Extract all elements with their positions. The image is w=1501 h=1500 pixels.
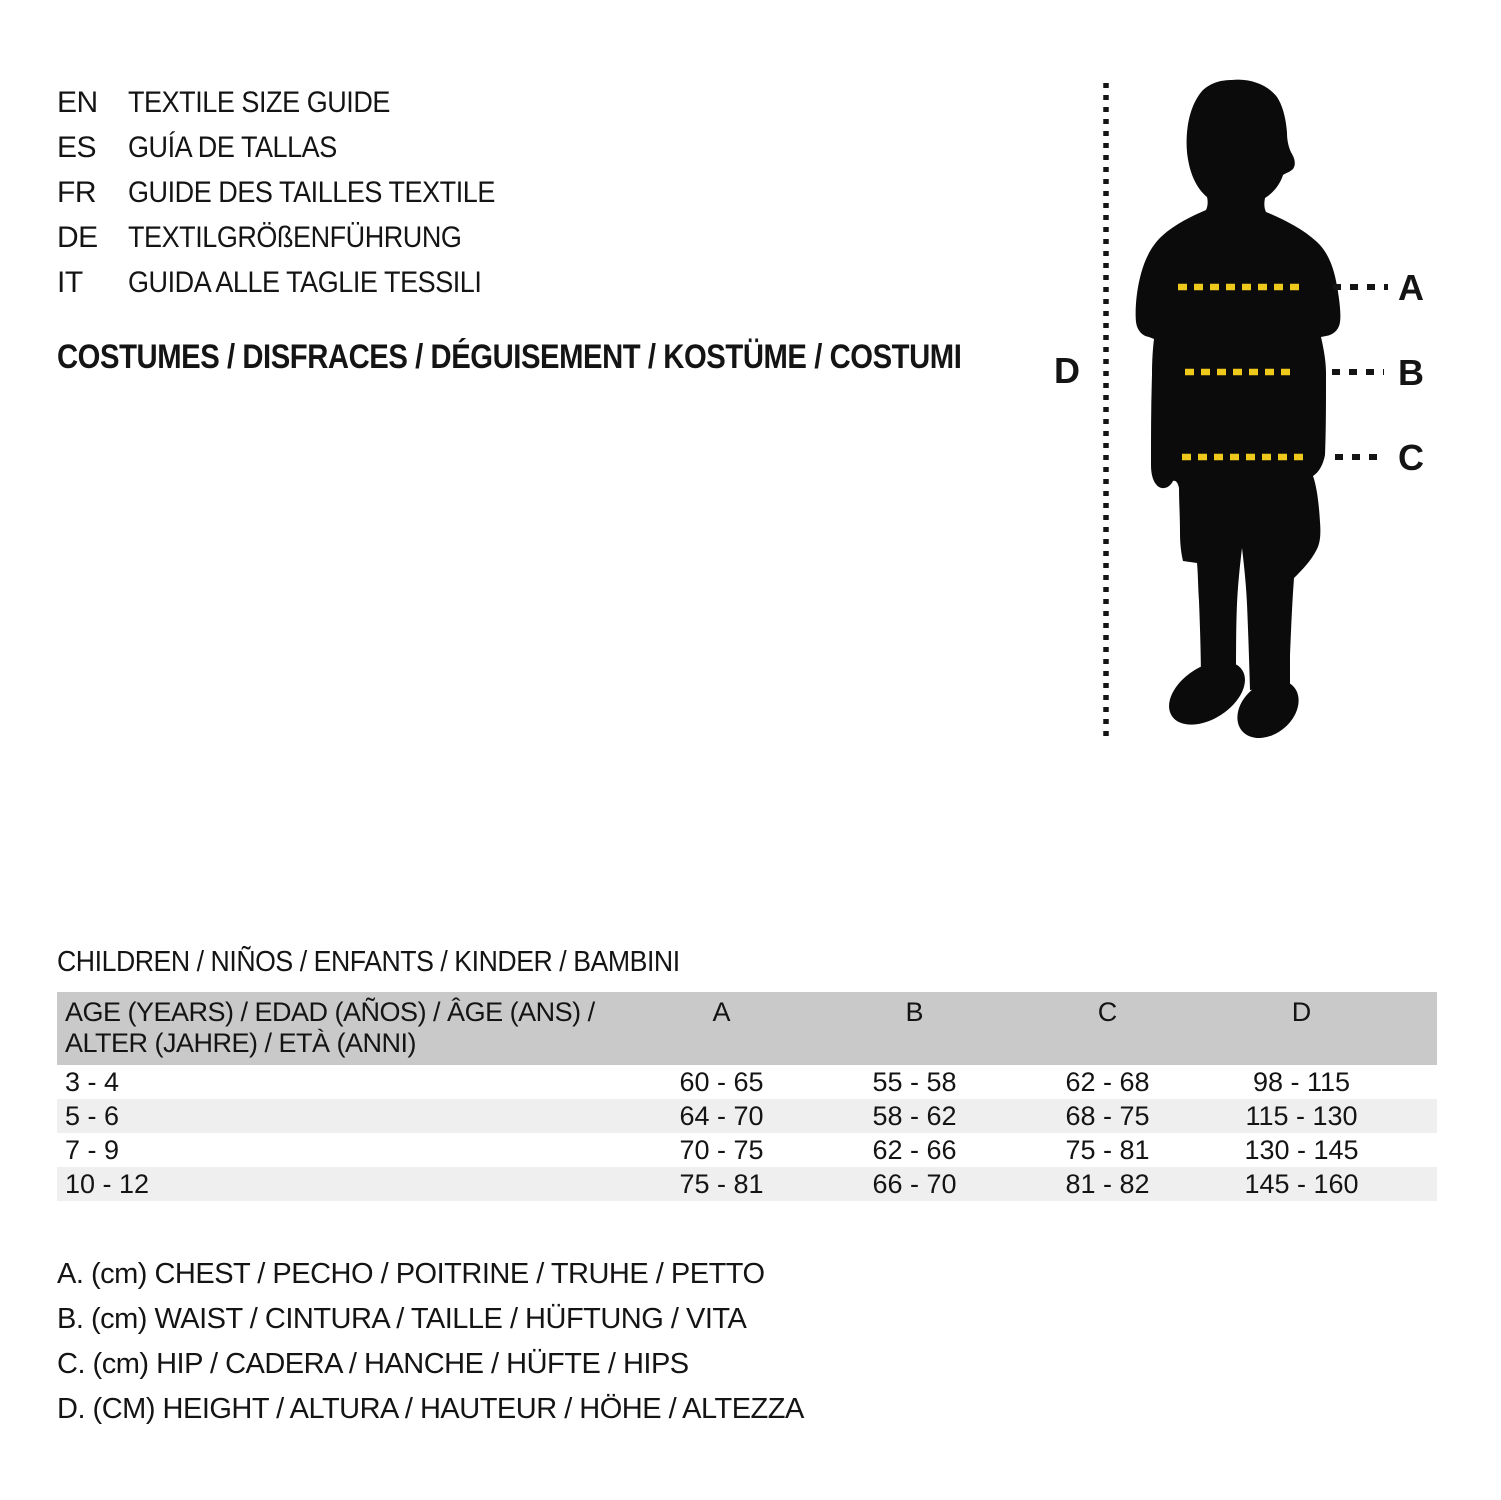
age-cell: 10 - 12	[65, 1169, 150, 1199]
hip-value: 62 - 68	[1065, 1067, 1150, 1097]
legend-chest: A. (cm) CHEST / PECHO / POITRINE / TRUHE / PETTO	[57, 1258, 765, 1290]
table-title: CHILDREN / NIÑOS / ENFANTS / KINDER / BAMBINI	[57, 946, 680, 978]
age-cell: 5 - 6	[65, 1101, 120, 1131]
height-value: 98 - 115	[1252, 1067, 1351, 1097]
language-row-en	[57, 80, 536, 125]
language-row-it	[57, 260, 536, 305]
language-row-fr	[57, 170, 536, 215]
table-row	[57, 1065, 1437, 1099]
legend-waist: B. (cm) WAIST / CINTURA / TAILLE / HÜFTUNG / VITA	[57, 1303, 747, 1335]
waist-value: 66 - 70	[872, 1169, 957, 1199]
category-title: COSTUMES / DISFRACES / DÉGUISEMENT / KOSTÜME / COSTUMI	[57, 338, 962, 376]
table-row	[57, 1167, 1437, 1201]
chest-value: 75 - 81	[679, 1169, 764, 1199]
waist-value: 62 - 66	[872, 1135, 957, 1165]
language-code: EN	[57, 85, 98, 119]
age-header-cell	[57, 992, 625, 1065]
chest-value: 64 - 70	[679, 1101, 764, 1131]
legend-height: D. (CM) HEIGHT / ALTURA / HAUTEUR / HÖHE / ALTEZZA	[57, 1393, 804, 1425]
language-code: ES	[57, 130, 97, 164]
waist-value: 55 - 58	[872, 1067, 957, 1097]
chest-value: 70 - 75	[679, 1135, 764, 1165]
column-header-a: A	[712, 997, 731, 1027]
language-label: GUIDA ALLE TAGLIE TESSILI	[128, 265, 482, 299]
age-cell: 3 - 4	[65, 1067, 120, 1097]
marker-d-label: D	[1054, 350, 1080, 391]
age-cell: 7 - 9	[65, 1135, 120, 1165]
table-row	[57, 1099, 1437, 1133]
marker-b-label: B	[1398, 352, 1424, 393]
height-value: 130 - 145	[1244, 1135, 1359, 1165]
hip-value: 68 - 75	[1065, 1101, 1150, 1131]
language-row-de	[57, 215, 536, 260]
height-value: 115 - 130	[1245, 1101, 1358, 1131]
language-label: GUÍA DE TALLAS	[128, 130, 337, 164]
waist-value: 58 - 62	[872, 1101, 957, 1131]
language-label: TEXTILGRÖßENFÜHRUNG	[128, 220, 462, 254]
child-silhouette	[1136, 80, 1341, 690]
language-code: DE	[57, 220, 98, 254]
marker-a-label: A	[1398, 267, 1424, 308]
marker-c-label: C	[1398, 437, 1424, 478]
chest-value: 60 - 65	[679, 1067, 764, 1097]
language-code: IT	[57, 265, 83, 299]
table-header-row	[57, 992, 1437, 1065]
age-header-line2: ALTER (JAHRE) / ETÀ (ANNI)	[65, 1028, 417, 1058]
language-list	[57, 80, 536, 305]
hip-value: 75 - 81	[1065, 1135, 1150, 1165]
column-header-c: C	[1097, 997, 1118, 1027]
child-silhouette-figure	[1040, 75, 1460, 750]
table-row	[57, 1133, 1437, 1167]
height-value: 145 - 160	[1244, 1169, 1359, 1199]
language-row-es	[57, 125, 536, 170]
column-header-d: D	[1291, 997, 1312, 1027]
language-label: TEXTILE SIZE GUIDE	[128, 85, 390, 119]
language-label: GUIDE DES TAILLES TEXTILE	[128, 175, 495, 209]
age-header-line1: AGE (YEARS) / EDAD (AÑOS) / ÂGE (ANS) /	[65, 997, 595, 1027]
language-code: FR	[57, 175, 96, 209]
hip-value: 81 - 82	[1065, 1169, 1150, 1199]
legend-hip: C. (cm) HIP / CADERA / HANCHE / HÜFTE / HIPS	[57, 1348, 689, 1380]
measurement-legend	[57, 1252, 804, 1432]
size-table	[57, 992, 1437, 1201]
column-header-b: B	[905, 997, 924, 1027]
